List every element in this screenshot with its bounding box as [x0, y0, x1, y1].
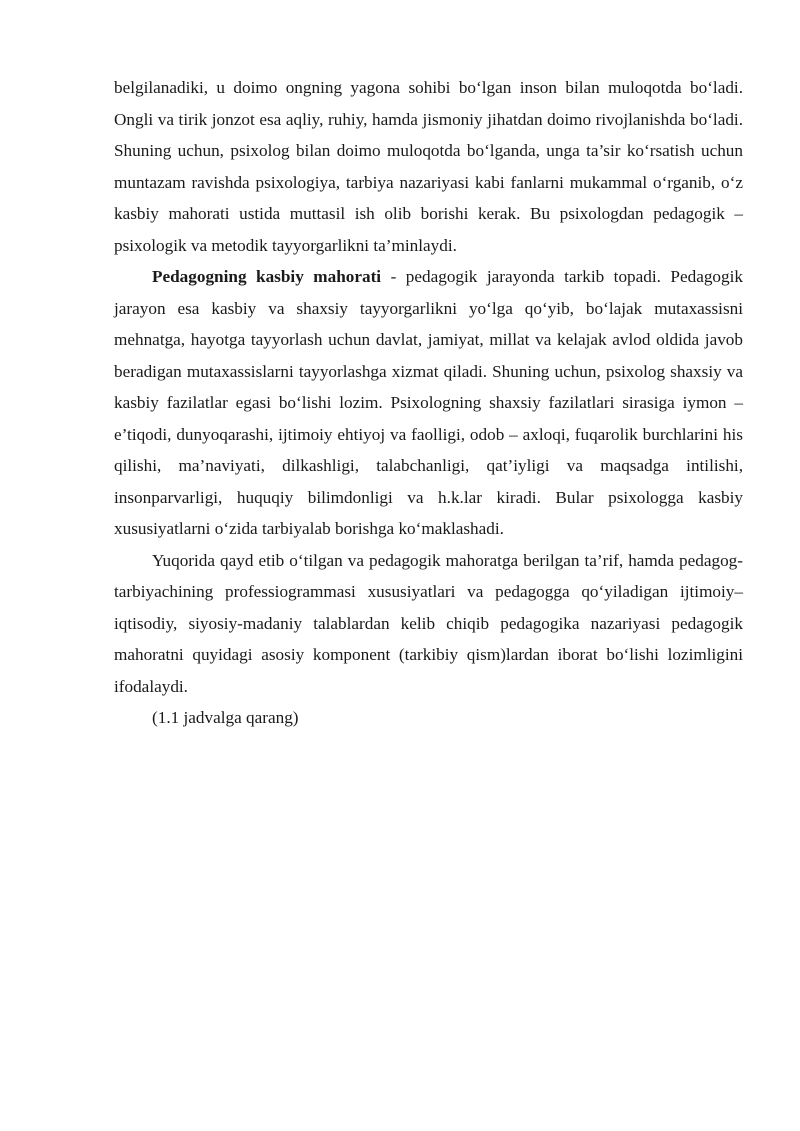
- paragraph-components: Yuqorida qayd etib o‘tilgan va pedagogik mahoratga berilgan ta’rif, hamda pedagog-tarbiyachining professiogrammasi xususiyatlari va pedagogga qo‘yiladigan ijtimoiy–iqtisodiy, siyosiy-madaniy talablardan kelib chiqib pedagogika nazariyasi pedagogik mahoratni quyidagi asosiy komponent (tarkibiy qism)lardan iborat bo‘lishi lozimligini ifodalaydi.: [114, 550, 743, 696]
- term-bold: Pedagogning kasbiy mahorati: [152, 267, 382, 286]
- paragraph-continuation: belgilanadiki, u doimo ongning yagona sohibi bo‘lgan inson bilan muloqotda bo‘ladi. Ongli va tirik jonzot esa aqliy, ruhiy, hamda jismoniy jihatdan doimo rivojlanishda bo‘ladi. Shuning uchun, psixolog bilan doimo muloqotda bo‘lganda, unga ta’sir ko‘rsatish uchun muntazam ravishda psixologiya, tarbiya nazariyasi kabi fanlarni mukammal o‘rganib, o‘z kasbiy mahorati ustida muttasil ish olib borishi kerak. Bu psixologdan pedagogik – psixologik va metodik tayyorgarlikni ta’minlaydi.: [114, 78, 743, 255]
- paragraph-text: - pedagogik jarayonda tarkib topadi. Pedagogik jarayon esa kasbiy va shaxsiy tayyorgarlikni yo‘lga qo‘yib, bo‘lajak mutaxassisni mehnatga, hayotga tayyorlash uchun davlat, jamiyat, millat va kelajak avlod oldida javob beradigan mutaxassislarni tayyorlashga xizmat qiladi. Shuning uchun, psixolog shaxsiy va kasbiy fazilatlar egasi bo‘lishi lozim. Psixologning shaxsiy fazilatlari sirasiga iymon – e’tiqodi, dunyoqarashi, ijtimoiy ehtiyoj va faolligi, odob – axloqi, fuqarolik burchlarini his qilishi, ma’naviyati, dilkashligi, talabchanligi, qat’iyligi va maqsadga intilishi, insonparvarligi, huquqiy bilimdonligi va h.k.lar kiradi. Bular psixologga kasbiy xususiyatlarni o‘zida tarbiyalab borishga ko‘maklashadi.: [114, 267, 743, 538]
- paragraph-pedagog-mahorati: [114, 261, 743, 545]
- document-body: [114, 72, 743, 734]
- table-reference: (1.1 jadvalga qarang): [152, 708, 299, 727]
